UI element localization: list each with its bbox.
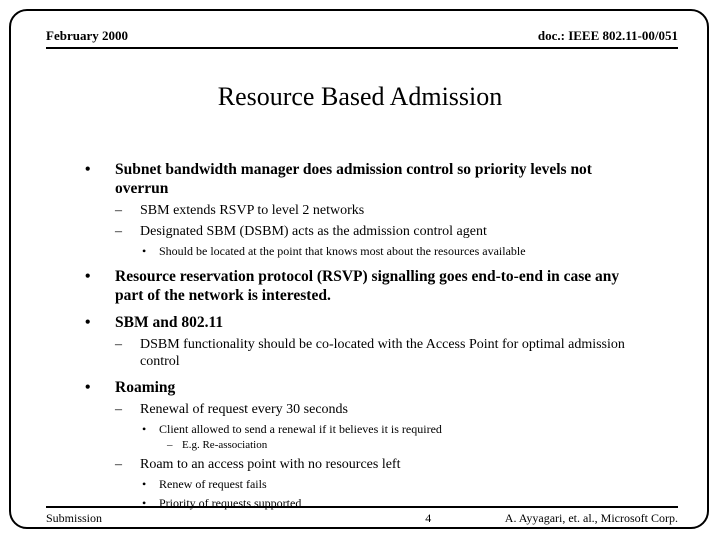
bullet-marker: – — [115, 224, 122, 239]
bullet-item — [85, 439, 642, 452]
bullet-text: DSBM functionality should be co-located with the Access Point for optimal admission control — [140, 337, 625, 369]
bullet-list — [85, 160, 642, 511]
bullet-item — [85, 477, 642, 492]
slide-title: Resource Based Admission — [217, 82, 503, 111]
bullet-text: Roam to an access point with no resources left — [140, 457, 401, 472]
header-doc-number: doc.: IEEE 802.11-00/051 — [537, 28, 678, 43]
bullet-text: Designated SBM (DSBM) acts as the admission control agent — [140, 224, 487, 239]
bullet-item — [85, 244, 642, 259]
bullet-text: Priority of requests supported — [159, 496, 302, 510]
bullet-text: Subnet bandwidth manager does admission control so priority levels not overrun — [115, 161, 592, 197]
bullet-item — [85, 223, 642, 240]
bullet-marker: – — [115, 402, 122, 417]
bullet-item — [85, 378, 642, 397]
footer-page-number: 4 — [425, 511, 432, 525]
bullet-item — [85, 401, 642, 418]
bullet-text: SBM and 802.11 — [115, 314, 224, 331]
bullet-text: SBM extends RSVP to level 2 networks — [140, 203, 365, 218]
bullet-marker: • — [142, 496, 147, 510]
bullet-marker: • — [85, 161, 91, 178]
bullet-marker: – — [115, 203, 122, 218]
bullet-marker: – — [115, 457, 122, 472]
bullet-text: Should be located at the point that knows most about the resources available — [159, 244, 526, 258]
bullet-item — [85, 202, 642, 219]
bullet-text: Renew of request fails — [159, 477, 267, 491]
bullet-marker: • — [142, 244, 147, 258]
bullet-marker: – — [167, 439, 173, 451]
bullet-text: Renewal of request every 30 seconds — [140, 402, 348, 417]
bullet-text: Client allowed to send a renewal if it believes it is required — [159, 422, 442, 436]
bullet-marker: – — [115, 337, 122, 352]
bullet-item — [85, 336, 642, 370]
bullet-item — [85, 313, 642, 332]
bullet-marker: • — [142, 477, 147, 491]
bullet-text: Roaming — [115, 379, 176, 396]
slide-footer — [46, 506, 678, 531]
bullet-marker: • — [85, 314, 91, 331]
bullet-text: Resource reservation protocol (RSVP) signalling goes end-to-end in case any part of the network is interested. — [115, 268, 620, 304]
bullet-item — [85, 267, 642, 305]
bullet-marker: • — [85, 268, 91, 285]
bullet-text: E.g. Re-association — [182, 439, 268, 451]
footer-author: A. Ayyagari, et. al., Microsoft Corp. — [504, 511, 678, 525]
bullet-item — [85, 422, 642, 437]
bullet-item — [85, 456, 642, 473]
header-date: February 2000 — [46, 28, 128, 43]
bullet-marker: • — [142, 422, 147, 436]
bullet-marker: • — [85, 379, 91, 396]
bullet-item — [85, 160, 642, 198]
slide-header — [46, 28, 678, 49]
footer-submission: Submission — [46, 511, 103, 525]
